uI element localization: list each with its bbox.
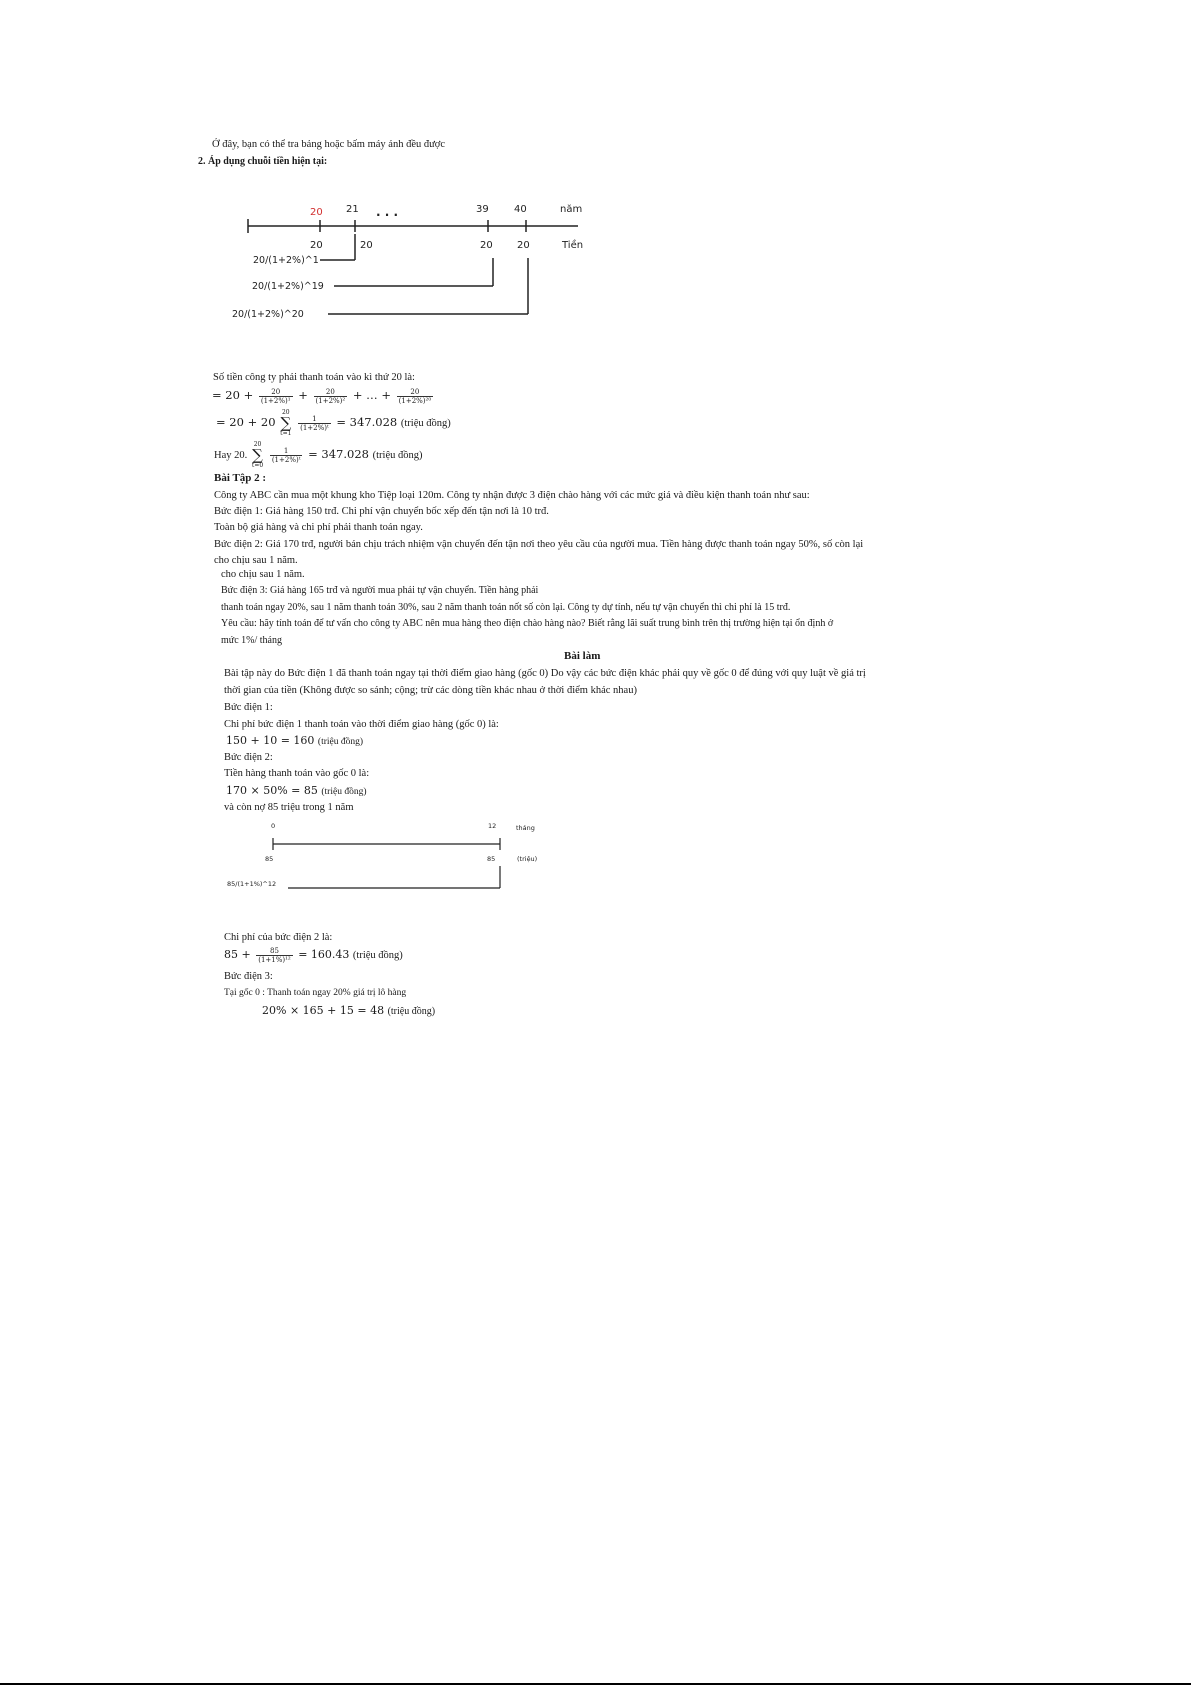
exercise-line: cho chịu sau 1 năm. — [221, 569, 305, 580]
formula-1-plus: + — [298, 388, 308, 402]
formula-1 — [212, 384, 435, 406]
pv-intro: Số tiền công ty phải thanh toán vào kì thứ 20 là: — [213, 372, 415, 383]
exercise-line: thanh toán ngay 20%, sau 1 năm thanh toán 30%, sau 2 năm thanh toán nốt số còn lại. Công ty dự tính, nếu tự vận chuyển thì chi phí là 15 trđ. — [221, 602, 791, 613]
formula-1-term-1: $\frac{20}{\text{(1+2\%)¹}}$ — [260, 387, 291, 405]
formula-1-term-3: $\frac{20}{\text{(1+2\%)²⁰}}$ — [398, 387, 432, 405]
bd3-line: Tại gốc 0 : Thanh toán ngay 20% giá trị lô hàng — [224, 988, 407, 998]
formula-4-fraction: $\frac{85}{\text{(1+1\%)¹²}}$ — [258, 946, 291, 964]
month-12-label: 12 — [488, 822, 497, 830]
solution-line: Chi phí bức điện 1 thanh toán vào thời điểm giao hàng (gốc 0) là: — [224, 719, 499, 730]
exercise-line: Toàn bộ giá hàng và chi phí phải thanh toán ngay. — [214, 522, 423, 533]
formula-2-unit: (triệu đồng) — [400, 418, 451, 429]
intro-note: Ở đây, bạn có thể tra bảng hoặc bấm máy ảnh đều được — [212, 139, 446, 150]
formula-2-prefix: = 20 + 20 — [216, 415, 276, 429]
discount-label-12: 85/(1+1%)^12 — [227, 880, 277, 888]
formula-4 — [224, 944, 403, 967]
amount-12-label: 85 — [487, 855, 496, 863]
amount-40-label: 20 — [517, 240, 530, 251]
amount-unit-label: Tiền — [562, 240, 584, 251]
exercise-line: Bức điện 3: Giá hàng 165 trđ và người mua phải tự vận chuyển. Tiền hàng phải — [221, 585, 539, 596]
formula-2 — [216, 408, 451, 438]
formula-3-prefix: Hay 20. — [214, 450, 248, 461]
formula-1-term-2: $\frac{20}{\text{(1+2\%)²}}$ — [315, 387, 346, 405]
formula-4-unit: (triệu đồng) — [352, 950, 403, 961]
calc-bd1-expr: 150 + 10 = 160 — [226, 734, 315, 747]
formula-2-sum: 20 ∑ t=1 — [280, 409, 292, 437]
formula-3-result: = 347.028 — [308, 447, 369, 461]
year-40-label: 40 — [514, 204, 527, 215]
ellipsis-label: . . . — [376, 205, 399, 219]
calc-bd1-unit: (triệu đồng) — [317, 737, 364, 747]
year-39-label: 39 — [476, 204, 489, 215]
timeline-diagram-2 — [220, 818, 550, 892]
month-0-label: 0 — [271, 822, 276, 830]
bd3-heading: Bức điện 3: — [224, 971, 273, 982]
solution-title: Bài làm — [564, 650, 601, 662]
solution-line: Tiền hàng thanh toán vào gốc 0 là: — [224, 768, 370, 779]
calc-bd2-expr: 170 × 50% = 85 — [226, 784, 318, 797]
year-21-label: 21 — [346, 204, 359, 215]
year-unit-label: năm — [560, 204, 583, 215]
amount-20-label: 20 — [310, 240, 323, 251]
discount-label-19: 20/(1+2%)^19 — [252, 281, 324, 292]
discount-label-1: 20/(1+2%)^1 — [253, 255, 319, 266]
amount-39-label: 20 — [480, 240, 493, 251]
formula-5-unit: (triệu đồng) — [387, 1006, 436, 1017]
formula-3-sum: 20 ∑ t=0 — [251, 441, 264, 469]
calc-bd2-unit: (triệu đồng) — [321, 787, 367, 797]
cost-bd2-intro: Chi phí của bức điện 2 là: — [224, 932, 333, 943]
amount-unit-label: (triệu) — [517, 855, 538, 863]
exercise-line: Công ty ABC cần mua một khung kho Tiệp loại 120m. Công ty nhận được 3 điện chào hàng với các mức giá và điều kiện thanh toán như sau: — [214, 490, 810, 501]
formula-3 — [214, 440, 423, 470]
formula-2-result: = 347.028 — [336, 415, 398, 429]
month-unit-label: tháng — [516, 824, 535, 832]
amount-21-label: 20 — [360, 240, 373, 251]
formula-1-prefix: = 20 + — [212, 388, 254, 402]
timeline-diagram-1 — [210, 198, 590, 323]
discount-label-20: 20/(1+2%)^20 — [232, 309, 304, 320]
bd1-heading: Bức điện 1: — [224, 702, 273, 713]
solution-line: Bài tập này do Bức điện 1 đã thanh toán ngay tại thời điểm giao hàng (gốc 0) Do vậy các bức điện khác phải quy về gốc 0 để đúng với quy luật về giá trị — [224, 668, 866, 679]
formula-5-expr: 20% × 165 + 15 = 48 — [262, 1004, 385, 1017]
solution-line: thời gian của tiền (Không được so sánh; cộng; trừ các dòng tiền khác nhau ở thời điểm khác nhau) — [224, 685, 637, 696]
amount-0-label: 85 — [265, 855, 274, 863]
exercise-line: Yêu cầu: hãy tính toán để tư vấn cho công ty ABC nên mua hàng theo điện chào hàng nào? Biết rằng lãi suất trung bình trên thị trường hiện tại ổn định ở — [221, 618, 834, 629]
formula-5 — [262, 1004, 435, 1018]
bd2-heading: Bức điện 2: — [224, 752, 273, 763]
formula-4-prefix: 85 + — [224, 948, 251, 961]
exercise-title: Bài Tập 2 : — [214, 472, 267, 484]
calc-bd1 — [226, 734, 363, 749]
formula-2-fraction: $\frac{1}{\text{(1+2\%)ᵗ}}$ — [300, 414, 329, 432]
exercise-line: Bức điện 1: Giá hàng 150 trđ. Chi phí vận chuyển bốc xếp đến tận nơi là 10 trđ. — [214, 506, 549, 517]
exercise-line: Bức điện 2: Giá 170 trđ, người bán chịu trách nhiệm vận chuyển đến tận nơi theo yêu cầu của người mua. Tiền hàng được thanh toán ngay 50%, số còn lại — [214, 539, 864, 550]
exercise-line: cho chịu sau 1 năm. — [214, 555, 298, 566]
calc-bd2 — [226, 784, 367, 799]
exercise-line: mức 1%/ tháng — [221, 635, 282, 646]
formula-4-result: = 160.43 — [298, 948, 350, 961]
section-heading: 2. Áp dụng chuỗi tiền hiện tại: — [198, 156, 328, 167]
year-20-label: 20 — [310, 207, 323, 218]
formula-1-dots: + … + — [352, 388, 391, 402]
formula-3-unit: (triệu đồng) — [372, 450, 423, 461]
formula-3-fraction: $\frac{1}{\text{(1+2\%)ᵗ}}$ — [271, 446, 301, 464]
solution-line: và còn nợ 85 triệu trong 1 năm — [224, 802, 354, 813]
